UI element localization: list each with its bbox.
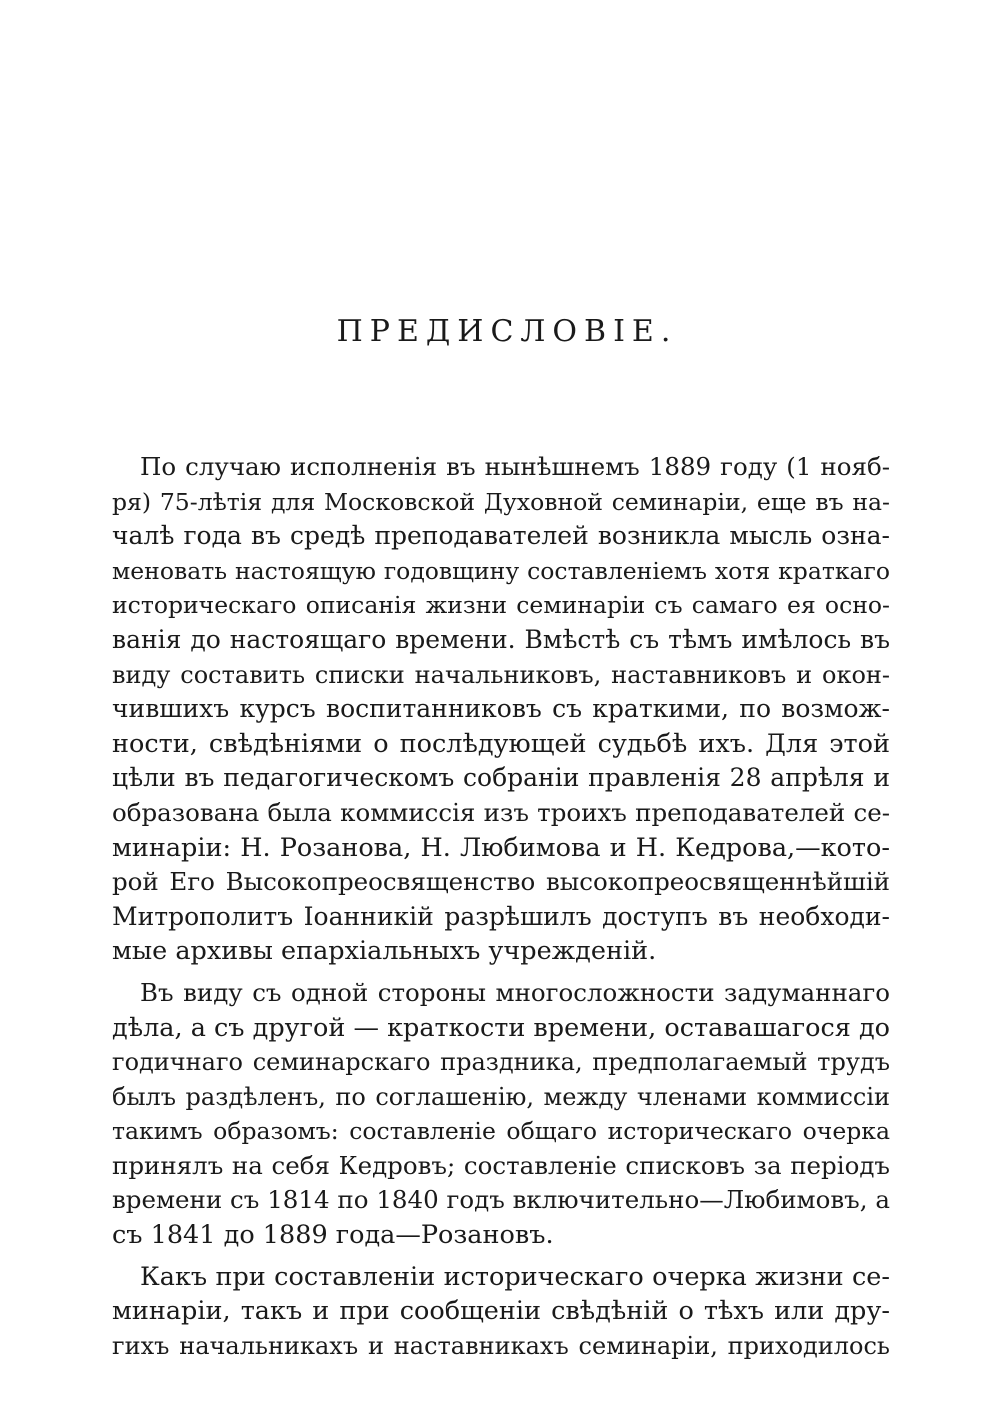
text-line: чалѣ года въ средѣ преподавателей возникла мысль озна-	[112, 521, 890, 551]
text-line: ванія до настоящаго времени. Вмѣстѣ съ тѣмъ имѣлось въ	[112, 624, 890, 654]
text-line: съ 1841 до 1889 года—Розановъ.	[112, 1220, 554, 1251]
text-line: Митрополитъ Іоанникій разрѣшилъ доступъ въ необходи-	[112, 901, 890, 931]
text-line: По случаю исполненія въ нынѣшнемъ 1889 году (1 нояб-	[140, 452, 890, 481]
text-line: годичнаго семинарскаго праздника, предполагаемый трудъ	[112, 1048, 890, 1077]
text-line: дѣла, а съ другой — краткости времени, оставашагося до	[112, 1012, 890, 1043]
text-line: виду составить списки начальниковъ, наставниковъ и окон-	[112, 660, 890, 689]
text-line: меновать настоящую годовщину составленіемъ хотя краткаго	[112, 556, 890, 585]
text-line: Какъ при составленіи историческаго очерка жизни се-	[140, 1261, 890, 1292]
paragraph	[112, 976, 890, 1253]
text-line: Въ виду съ одной стороны многосложности задуманнаго	[140, 977, 890, 1007]
text-line: ря) 75-лѣтія для Московской Духовной семинаріи, еще въ на-	[112, 487, 890, 516]
text-line: такимъ образомъ: составленіе общаго историческаго очерка	[112, 1117, 890, 1146]
text-line: гихъ начальникахъ и наставникахъ семинаріи, приходилось	[112, 1331, 890, 1360]
text-line: чившихъ курсъ воспитанниковъ съ краткими, по возмож-	[112, 694, 890, 724]
text-line: цѣли въ педагогическомъ собраніи правленія 28 апрѣля и	[112, 763, 890, 793]
text-line: былъ раздѣленъ, по соглашенію, между членами коммиссіи	[112, 1082, 890, 1111]
text-line: мые архивы епархіальныхъ учрежденій.	[112, 936, 657, 967]
text-line: ности, свѣдѣніями о послѣдующей судьбѣ ихъ. Для этой	[112, 728, 890, 759]
paragraph	[112, 450, 890, 969]
text-line: историческаго описанія жизни семинаріи съ самаго ея осно-	[112, 591, 890, 620]
text-line: минаріи: Н. Розанова, Н. Любимова и Н. Кедрова,—кото-	[112, 832, 890, 863]
page-title: ПРЕДИСЛОВІЕ.	[336, 314, 678, 349]
text-line: образована была коммиссія изъ троихъ преподавателей се-	[112, 797, 890, 827]
paragraph	[112, 1260, 890, 1364]
text-line: минаріи, такъ и при сообщеніи свѣдѣній о тѣхъ или дру-	[112, 1296, 890, 1327]
text-line: времени съ 1814 по 1840 годъ включительно—Любимовъ, а	[112, 1185, 890, 1215]
text-line: принялъ на себя Кедровъ; составленіе списковъ за періодъ	[112, 1150, 890, 1180]
preface-body	[112, 450, 890, 1370]
text-line: рой Его Высокопреосвященство высокопреосвященнѣйшій	[112, 867, 890, 897]
